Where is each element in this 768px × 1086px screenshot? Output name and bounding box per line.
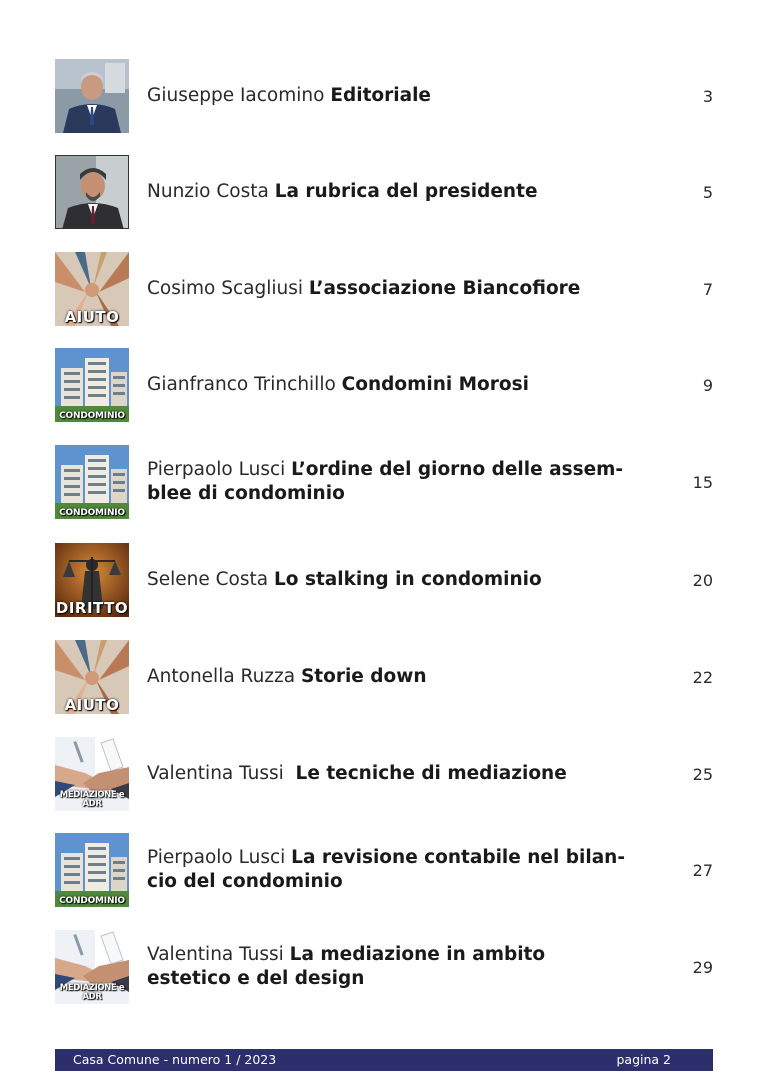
publication-issue: Casa Comune - numero 1 / 2023 [73, 1052, 277, 1067]
hands-together-image [55, 640, 129, 714]
author-name: Giuseppe Iacomino [147, 85, 325, 106]
handshake-image [55, 930, 129, 1004]
article-title: Lo stalking in condominio [274, 569, 542, 590]
page-number: 7 [702, 279, 713, 299]
toc-entry-text [147, 543, 632, 617]
page-number: 27 [692, 860, 713, 880]
toc-entry[interactable] [0, 155, 768, 229]
footer-bar [55, 1049, 713, 1071]
author-name: Nunzio Costa [147, 181, 269, 202]
author-name: Valentina Tussi [147, 944, 284, 965]
article-title: La revisione contabile nel bilan-cio del condominio [147, 847, 626, 892]
building-image [55, 348, 129, 422]
category-label: AIUTO [64, 696, 120, 714]
article-title: Editoriale [330, 85, 431, 106]
category-label: CONDOMINIO [59, 411, 125, 421]
author-name: Pierpaolo Lusci [147, 847, 286, 868]
building-image [55, 445, 129, 519]
toc-entry-text [147, 252, 632, 326]
author-name: Cosimo Scagliusi [147, 278, 304, 299]
author-name: Selene Costa [147, 569, 269, 590]
toc-entry[interactable] [0, 348, 768, 422]
author-portrait-image [55, 155, 129, 229]
page-number: 5 [702, 182, 713, 202]
toc-entry[interactable] [0, 640, 768, 714]
toc-entry[interactable] [0, 59, 768, 133]
toc-entry-text [147, 155, 632, 229]
toc-entry-text [147, 833, 632, 907]
article-title: L’ordine del giorno delle assem-blee di condominio [147, 459, 624, 504]
building-image [55, 833, 129, 907]
article-title: La mediazione in ambito estetico e del design [147, 944, 546, 989]
toc-entry[interactable] [0, 543, 768, 617]
article-title: Le tecniche di mediazione [295, 763, 567, 784]
category-label: CONDOMINIO [59, 508, 125, 518]
article-title: Storie down [300, 666, 427, 687]
page-number: 3 [702, 86, 713, 106]
toc-entry[interactable] [0, 737, 768, 811]
author-name: Gianfranco Trinchillo [147, 374, 336, 395]
page-indicator: pagina 2 [616, 1052, 671, 1067]
page-number: 20 [692, 570, 713, 590]
page-number: 9 [702, 375, 713, 395]
author-portrait-image [55, 59, 129, 133]
toc-entry-text [147, 737, 632, 811]
page-number: 15 [692, 472, 713, 492]
category-label: MEDIAZIONE e ADR [59, 983, 125, 1003]
author-name: Valentina Tussi [147, 763, 284, 784]
category-label: AIUTO [64, 308, 120, 326]
toc-entry-text [147, 445, 632, 519]
author-name: Pierpaolo Lusci [147, 459, 286, 480]
toc-entry[interactable] [0, 833, 768, 907]
toc-entry[interactable] [0, 445, 768, 519]
handshake-image [55, 737, 129, 811]
page-number: 22 [692, 667, 713, 687]
article-title: L’associazione Biancofiore [308, 278, 581, 299]
toc-entry-text [147, 59, 632, 133]
toc-entry[interactable] [0, 252, 768, 326]
justice-statue-image [55, 543, 129, 617]
article-title: Condomini Morosi [341, 374, 529, 395]
hands-together-image [55, 252, 129, 326]
category-label: MEDIAZIONE e ADR [59, 790, 125, 810]
article-title: La rubrica del presidente [274, 181, 538, 202]
page-number: 29 [692, 957, 713, 977]
category-label: DIRITTO [55, 599, 129, 617]
toc-entry-text [147, 348, 632, 422]
toc-entry[interactable] [0, 930, 768, 1004]
category-label: CONDOMINIO [59, 896, 125, 906]
toc-entry-text [147, 930, 632, 1004]
author-name: Antonella Ruzza [147, 666, 296, 687]
page-number: 25 [692, 764, 713, 784]
toc-entry-text [147, 640, 632, 714]
